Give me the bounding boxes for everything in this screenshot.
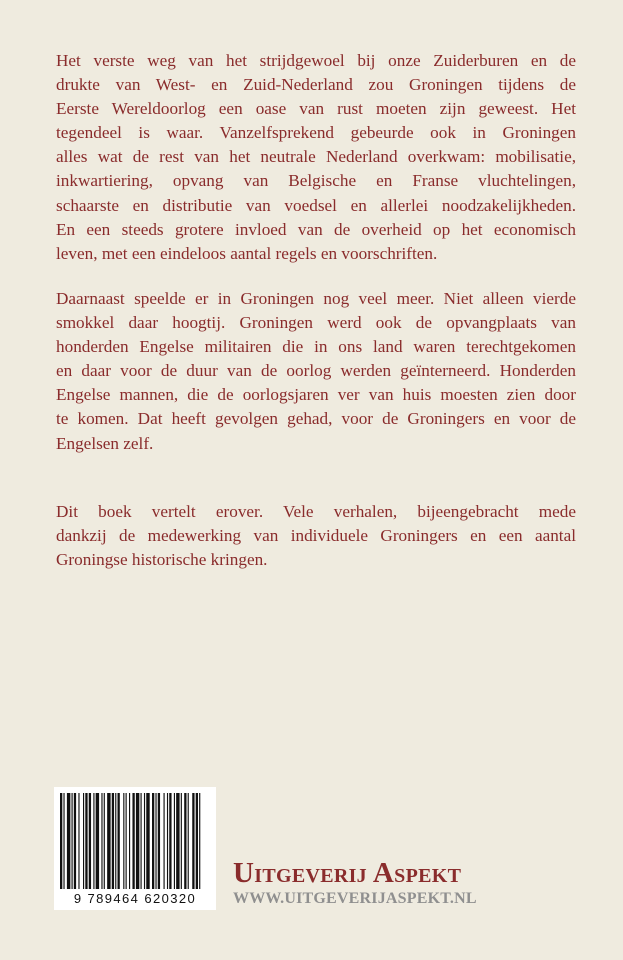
barcode-bar xyxy=(196,793,198,889)
barcode-bar xyxy=(107,793,110,889)
barcode-bar xyxy=(104,793,105,889)
barcode-bar xyxy=(63,793,64,889)
blurb-line: Engelse mannen, die de oorlogsjaren ver van huis moesten zien door xyxy=(56,385,576,405)
barcode-bar xyxy=(169,793,171,889)
barcode-bar xyxy=(129,793,130,889)
barcode-bar xyxy=(146,793,149,889)
barcode-bar xyxy=(164,793,165,889)
blurb-line: Het verste weg van het strijdgewoel bij onze Zuiderburen en de xyxy=(56,51,576,70)
blurb-line: inkwartiering, opvang van Belgische en Franse vluchtelingen, xyxy=(56,171,576,191)
barcode-bar xyxy=(118,793,120,889)
blurb-line: smokkel daar hoogtij. Groningen werd ook de opvangplaats van xyxy=(56,313,576,333)
barcode-bars xyxy=(54,787,216,891)
barcode-bar xyxy=(72,793,73,889)
barcode-bar xyxy=(155,793,156,889)
blurb-paragraph-1 xyxy=(56,49,576,266)
barcode-bar xyxy=(126,793,127,889)
publisher-name: Uitgeverij Aspekt xyxy=(233,857,462,889)
barcode-bar xyxy=(96,793,99,889)
blurb-line: Eerste Wereldoorlog een oase van rust moeten zijn geweest. Het xyxy=(56,99,576,119)
barcode-bar xyxy=(132,793,134,889)
blurb-line: dankzij de medewerking van individuele Groningers en een aantal xyxy=(56,526,576,546)
blurb-line: leven, met een eindeloos aantal regels en voorschriften. xyxy=(56,243,438,263)
barcode-bar xyxy=(199,793,200,889)
blurb-line: te komen. Dat heeft gevolgen gehad, voor de Groningers en voor de xyxy=(56,409,576,429)
blurb-line: schaarste en distributie van voedsel en allerlei noodzakelijkheden. xyxy=(56,195,576,215)
barcode-bar xyxy=(167,793,168,889)
barcode-bar xyxy=(83,793,84,889)
blurb-line: en daar voor de duur van de oorlog werden geïnterneerd. Honderden xyxy=(56,361,576,381)
blurb-line: En een steeds grotere invloed van de overheid op het economisch xyxy=(56,219,576,239)
barcode-bar xyxy=(176,793,179,889)
barcode-bar xyxy=(174,793,175,889)
barcode-bar xyxy=(188,793,189,889)
barcode-bar xyxy=(141,793,142,889)
blurb-paragraph-2 xyxy=(56,287,576,456)
blurb-line: Groningse historische kringen. xyxy=(56,550,268,570)
publisher-website: WWW.UITGEVERIJASPEKT.NL xyxy=(233,890,477,907)
barcode-bar xyxy=(89,793,91,889)
blurb-line: drukte van West- en Zuid-Nederland zou Groningen tijdens de xyxy=(56,75,576,95)
barcode-bar xyxy=(112,793,114,889)
blurb-paragraph-3 xyxy=(56,500,576,572)
blurb-line: tegendeel is waar. Vanzelfsprekend gebeurde ook in Groningen xyxy=(56,123,576,143)
blurb-line: Dit boek vertelt erover. Vele verhalen, bijeengebracht mede xyxy=(56,502,576,521)
blurb-line: Daarnaast speelde er in Groningen nog veel meer. Niet alleen vierde xyxy=(56,289,576,308)
barcode-bar xyxy=(93,793,94,889)
isbn-barcode xyxy=(54,787,216,910)
barcode-bar xyxy=(60,793,62,889)
barcode-bar xyxy=(158,793,160,889)
barcode-bar xyxy=(181,793,182,889)
barcode-bar xyxy=(152,793,154,889)
barcode-bar xyxy=(101,793,102,889)
barcode-bar xyxy=(123,793,124,889)
barcode-bar xyxy=(184,793,186,889)
barcode-bar xyxy=(67,793,70,889)
barcode-bar xyxy=(144,793,145,889)
blurb-line: honderden Engelse militairen die in ons land waren terechtgekomen xyxy=(56,337,576,357)
isbn-number: 9 789464 620320 xyxy=(73,891,197,906)
barcode-bar xyxy=(136,793,139,889)
barcode-bar xyxy=(115,793,116,889)
blurb-line: Engelsen zelf. xyxy=(56,433,154,453)
blurb-line: alles wat de rest van het neutrale Nederland overkwam: mobilisatie, xyxy=(56,147,576,167)
barcode-bar xyxy=(192,793,194,889)
barcode-bar xyxy=(74,793,76,889)
barcode-bar xyxy=(78,793,79,889)
barcode-bar xyxy=(85,793,87,889)
